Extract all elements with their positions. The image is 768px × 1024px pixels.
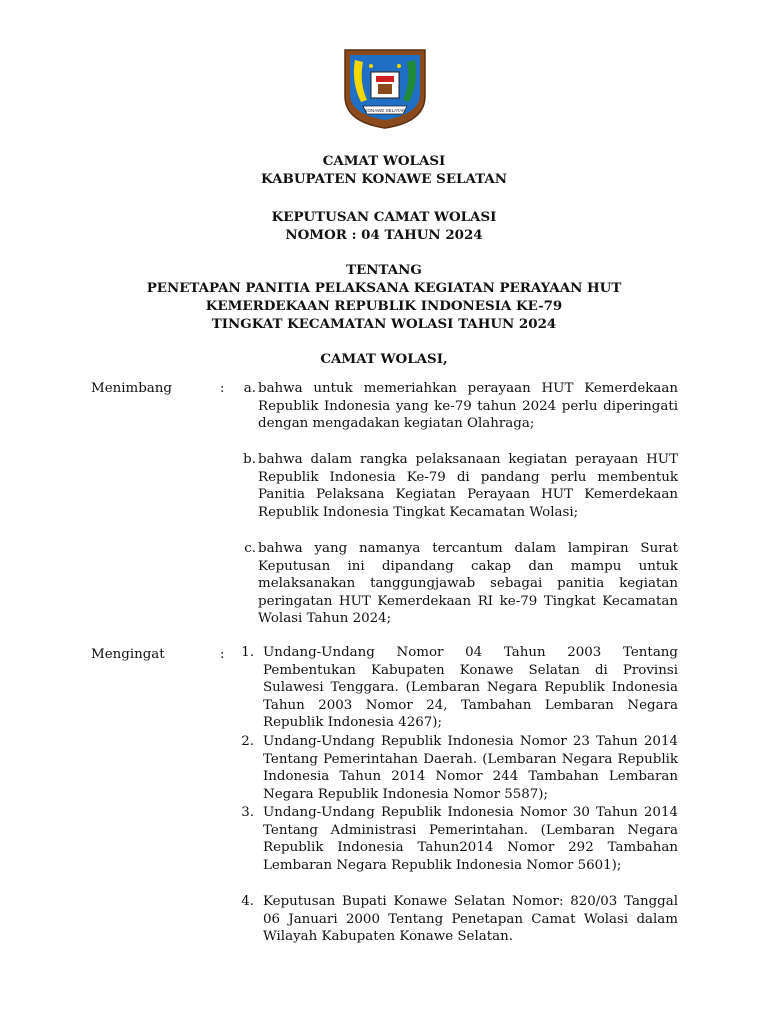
list-marker: 2. xyxy=(241,734,254,749)
mengingat-item: Undang-Undang Nomor 04 Tahun 2003 Tentang Pembentukan Kabupaten Konawe Selatan di Provinsi Sulawesi Tenggara. (Lembaran Negara Republik Indonesia Tahun 2003 Nomor 24, Tambahan Lembaran Negara Republik Indonesia 4267); xyxy=(263,645,678,731)
issuer-title: CAMAT WOLASI xyxy=(322,153,446,169)
mengingat-item: Undang-Undang Republik Indonesia Nomor 23 Tahun 2014 Tentang Pemerintahan Daerah. (Lembaran Negara Republik Indonesia Tahun 2014 Nomor 244 Tambahan Lembaran Negara Republik Indonesia Nomor 5587); xyxy=(263,734,678,802)
menimbang-item: bahwa dalam rangka pelaksanaan kegiatan perayaan HUT Republik Indonesia Ke-79 di pandang perlu membentuk Panitia Pelaksana Kegiatan Perayaan HUT Kemerdekaan Republik Indonesia Tingkat Kecamatan Wolasi; xyxy=(258,452,678,520)
emblem-ribbon-text: KONAWE SELATAN xyxy=(364,108,406,113)
list-marker: 3. xyxy=(241,805,254,820)
subject-line: KEMERDEKAAN REPUBLIK INDONESIA KE-79 xyxy=(205,298,563,314)
subject-line: PENETAPAN PANITIA PELAKSANA KEGIATAN PERAYAAN HUT xyxy=(146,280,622,296)
list-marker: a. xyxy=(243,381,256,396)
menimbang-colon: : xyxy=(220,381,225,396)
list-marker: 1. xyxy=(241,645,254,660)
menimbang-item: bahwa yang namanya tercantum dalam lampiran Surat Keputusan ini dipandang cakap dan mampu untuk melaksanakan tanggungjawab sebagai panitia kegiatan peringatan HUT Kemerdekaan RI ke-79 Tingkat Kecamatan Wolasi Tahun 2024; xyxy=(258,541,678,627)
list-marker: c. xyxy=(244,541,256,556)
list-marker: b. xyxy=(243,452,256,467)
menimbang-label: Menimbang xyxy=(91,381,172,396)
mengingat-colon: : xyxy=(220,647,225,662)
decree-title: KEPUTUSAN CAMAT WOLASI xyxy=(271,209,497,225)
subject-line: TINGKAT KECAMATAN WOLASI TAHUN 2024 xyxy=(211,316,557,332)
menimbang-item: bahwa untuk memeriahkan perayaan HUT Kemerdekaan Republik Indonesia yang ke-79 tahun 2024 perlu diperingati dengan mengadakan kegiatan Olahraga; xyxy=(258,381,678,432)
konawe-selatan-coat-of-arms-icon xyxy=(341,46,429,130)
regency-title: KABUPATEN KONAWE SELATAN xyxy=(261,171,507,187)
issuer-heading: CAMAT WOLASI, xyxy=(320,351,448,367)
mengingat-item: Undang-Undang Republik Indonesia Nomor 30 Tahun 2014 Tentang Administrasi Pemerintahan. (Lembaran Negara Republik Indonesia Tahun2014 Nomor 292 Tambahan Lembaran Negara Republik Indonesia Nomor 5601); xyxy=(263,805,678,873)
list-marker: 4. xyxy=(241,894,254,909)
decree-number: NOMOR : 04 TAHUN 2024 xyxy=(285,227,483,243)
mengingat-item: Keputusan Bupati Konawe Selatan Nomor: 820/03 Tanggal 06 Januari 2000 Tentang Penetapan Camat Wolasi dalam Wilayah Kabupaten Konawe Selatan. xyxy=(263,894,678,945)
mengingat-label: Mengingat xyxy=(91,647,165,662)
tentang-heading: TENTANG xyxy=(346,262,422,278)
